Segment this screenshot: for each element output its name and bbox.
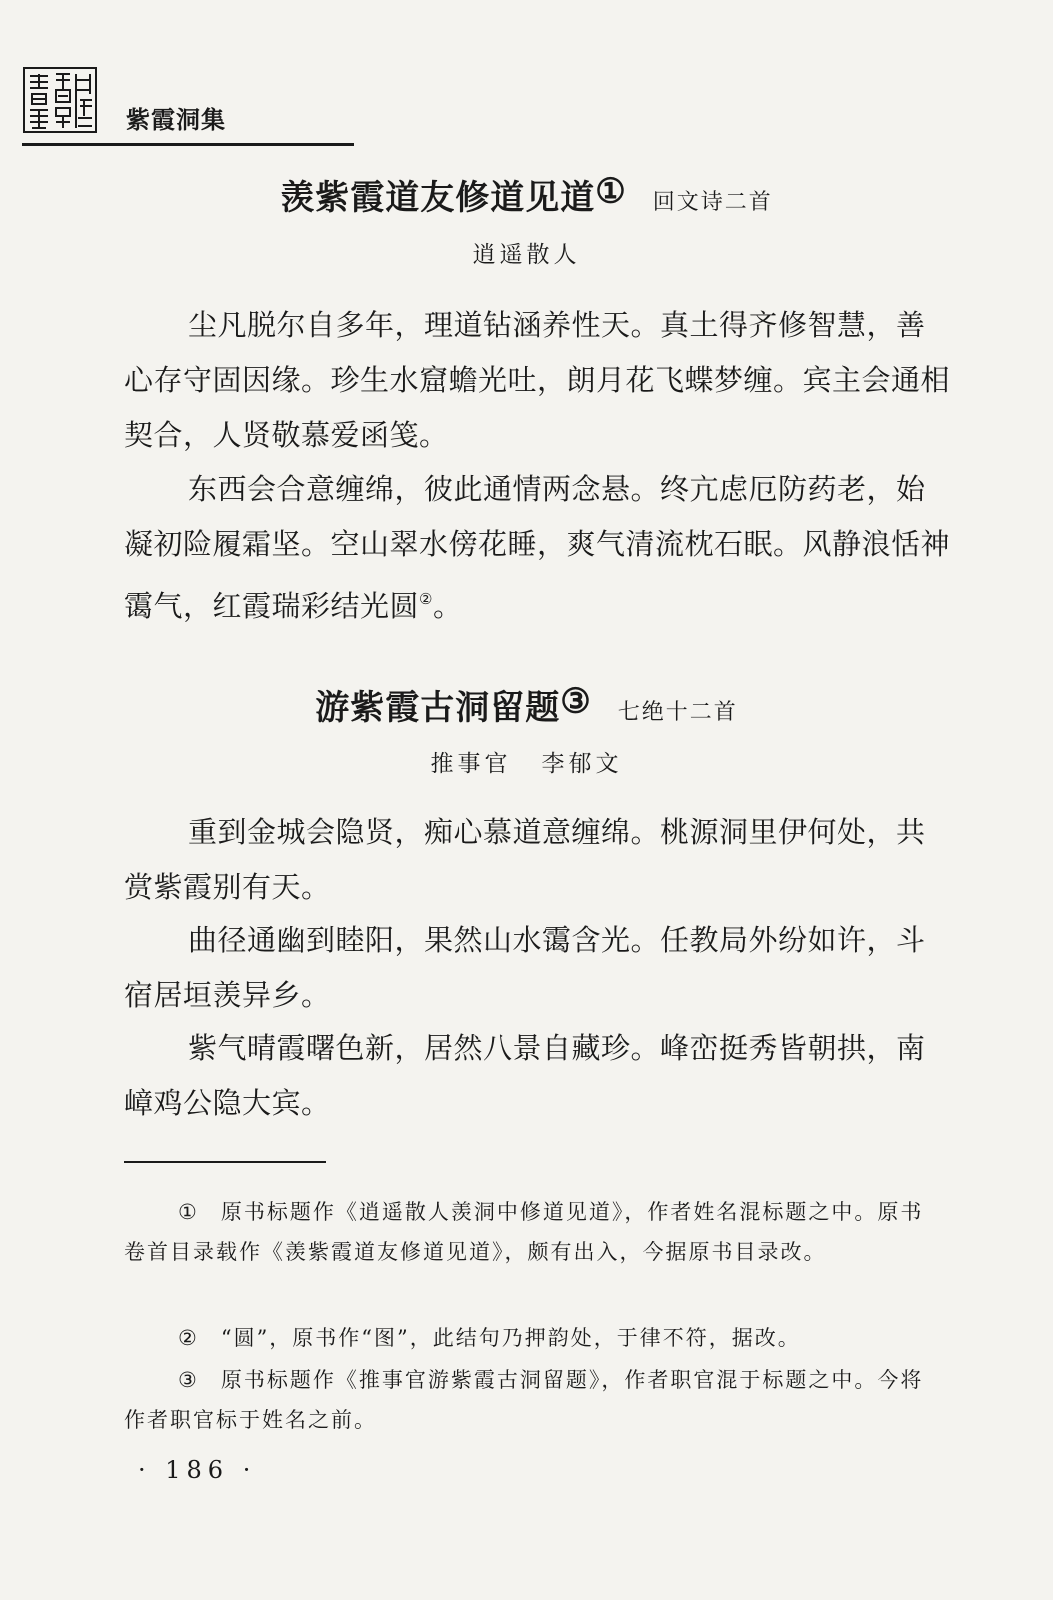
poem-stanza: 曲径通幽到睦阳，果然山水霭含光。任教局外纷如许，斗宿居垣羡异乡。 <box>124 923 926 1012</box>
footnote <box>124 1318 939 1358</box>
footnote-text: 原书标题作《逍遥散人羡洞中修道见道》，作者姓名混标题之中。原书卷首目录载作《羡紫霞道友修道见道》，颇有出入，今据原书目录改。 <box>124 1200 924 1264</box>
footnote-mark: ③ <box>178 1368 199 1392</box>
footnote-ref: ③ <box>560 681 592 722</box>
footnote-ref: ② <box>419 590 433 608</box>
poem-stanza-text: 东西会合意缠绵，彼此通情两念悬。终亢虑厄防药老，始凝初险履霜坚。空山翠水傍花睡，爽气清流枕石眠。风静浪恬神霭气，红霞瑞彩结光圆 <box>124 472 951 623</box>
footnote-ref: ① <box>595 171 627 212</box>
poem-2-title-line <box>0 680 1053 729</box>
poem-stanza: 紫气晴霞曙色新，居然八景自藏珍。峰峦挺秀皆朝拱，南嶂鸡公隐大宾。 <box>124 1031 926 1120</box>
footnote-text: 原书标题作《推事官游紫霞古洞留题》，作者职官混于标题之中。今将作者职官标于姓名之前。 <box>124 1368 924 1432</box>
footnote-mark: ② <box>178 1326 199 1350</box>
author-name: 李郁文 <box>541 751 623 777</box>
footnote <box>124 1360 939 1440</box>
poem-author <box>0 745 1053 778</box>
seal-logo <box>22 66 98 134</box>
poem-author: 逍遥散人 <box>472 242 581 268</box>
poem-stanza: 尘凡脱尔自多年，理道钻涵养性天。真土得齐修智慧，善心存守固因缘。珍生水窟蟾光吐，朗月花飞蝶梦缠。宾主会通相契合，人贤敬慕爱函笺。 <box>124 308 951 452</box>
poem-stanza-end: 。 <box>432 589 463 623</box>
footnote-mark: ① <box>178 1200 199 1224</box>
footnote <box>124 1192 939 1272</box>
poem-1-title-line <box>0 170 1053 219</box>
running-header-title: 紫霞洞集 <box>126 106 226 134</box>
poem-form: 回文诗二首 <box>652 190 773 215</box>
poem-stanza <box>124 462 954 634</box>
poem-title: 游紫霞古洞留题 <box>315 688 561 728</box>
poem-stanza: 重到金城会隐贤，痴心慕道意缠绵。桃源洞里伊何处，共赏紫霞别有天。 <box>124 815 926 904</box>
footnote-text: “圆”，原书作“图”，此结句乃押韵处，于律不符，据改。 <box>220 1326 801 1350</box>
poem-title: 羡紫霞道友修道见道 <box>280 178 596 218</box>
header-rule <box>22 143 354 146</box>
footnote-rule <box>124 1161 326 1163</box>
poem-form: 七绝十二首 <box>617 700 738 725</box>
author-office: 推事官 <box>430 751 512 777</box>
page-number: · 186 · <box>138 1456 257 1484</box>
